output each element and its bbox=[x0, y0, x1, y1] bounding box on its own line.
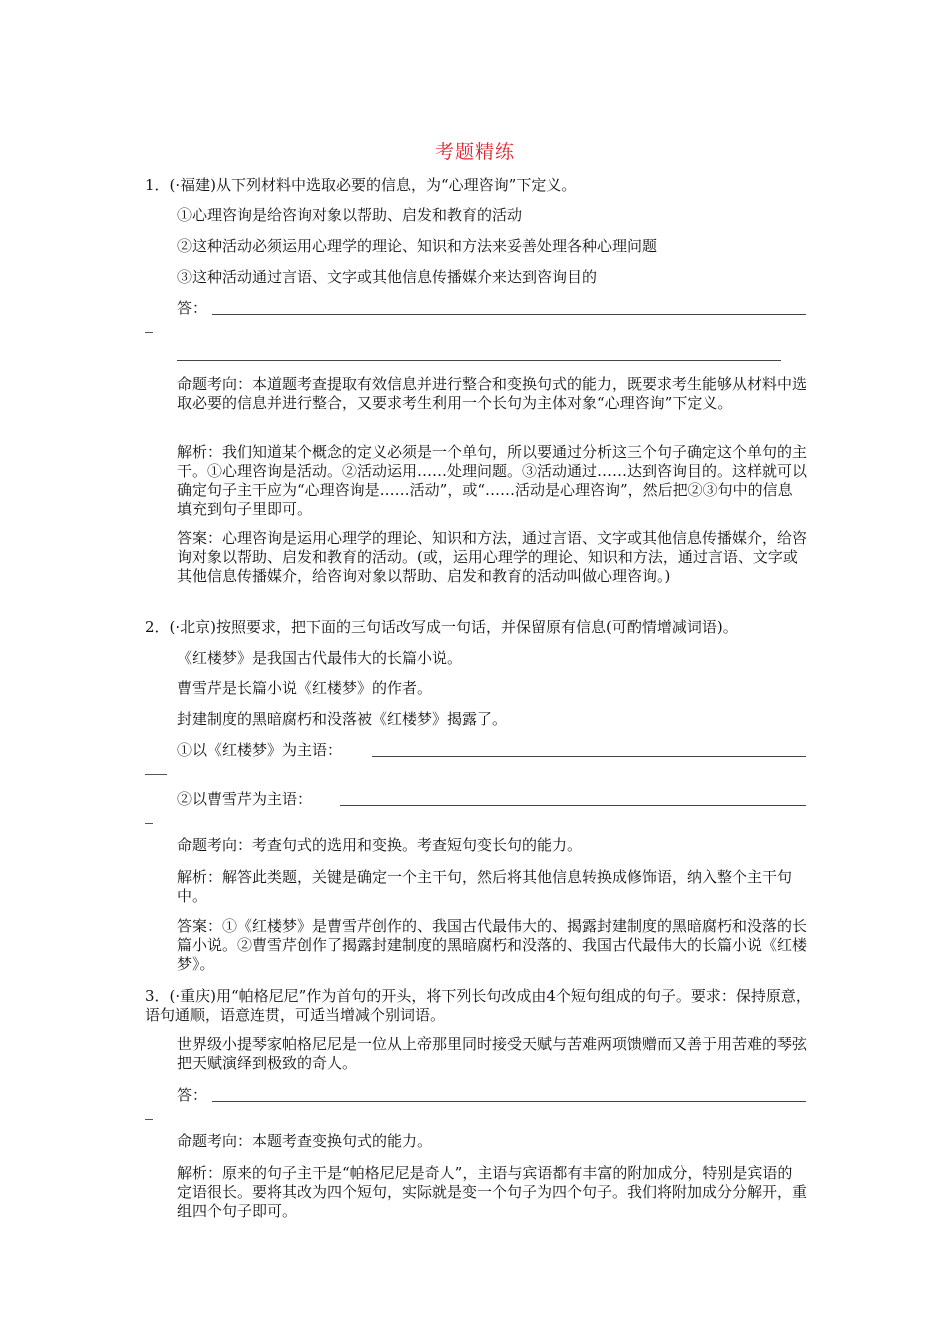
q3-mingti: 命题考向：本题考查变换句式的能力。 bbox=[177, 1132, 433, 1150]
q2-item-1: 《红楼梦》是我国古代最伟大的长篇小说。 bbox=[177, 649, 463, 667]
q1-stem: 1．(·福建)从下列材料中选取必要的信息，为“心理咨询”下定义。 bbox=[145, 176, 577, 194]
q3-answer-label: 答： bbox=[177, 1086, 208, 1104]
q2-jiexi: 解析：解答此类题，关键是确定一个主干句，然后将其他信息转换成修饰语，纳入整个主干句中。 bbox=[177, 868, 793, 905]
q2-item-2: 曹雪芹是长篇小说《红楼梦》的作者。 bbox=[177, 679, 433, 697]
q3-stem: 3．(·重庆)用“帕格尼尼”作为首句的开头，将下列长句改成由4个短句组成的句子。要求：保持原意，语句通顺，语意连贯，可适当增减个别词语。 bbox=[145, 987, 811, 1024]
q2-item-3: 封建制度的黑暗腐朽和没落被《红楼梦》揭露了。 bbox=[177, 710, 508, 728]
q2-line-wrap-dash-1 bbox=[145, 774, 167, 775]
q2-answer-line-2[interactable] bbox=[340, 805, 806, 806]
q1-mingti: 命题考向：本道题考查提取有效信息并进行整合和变换句式的能力，既要求考生能够从材料中选取必要的信息并进行整合，又要求考生利用一个长句为主体对象“心理咨询”下定义。 bbox=[177, 375, 808, 412]
q1-answer-line-2[interactable] bbox=[177, 360, 781, 361]
q1-daan: 答案：心理咨询是运用心理学的理论、知识和方法，通过言语、文字或其他信息传播媒介，给咨询对象以帮助、启发和教育的活动。(或，运用心理学的理论、知识和方法，通过言语、文字或其他信息传播媒介，给咨询对象以帮助、启发和教育的活动叫做心理咨询。) bbox=[177, 529, 808, 585]
q3-jiexi: 解析：原来的句子主干是“帕格尼尼是奇人”，主语与宾语都有丰富的附加成分，特别是宾语的定语很长。要将其改为四个短句，实际就是变一个句子为四个句子。我们将附加成分分解开，重组四个句子即可。 bbox=[177, 1164, 808, 1220]
q1-answer-label: 答： bbox=[177, 299, 208, 317]
q2-mingti: 命题考向：考查句式的选用和变换。考查短句变长句的能力。 bbox=[177, 836, 583, 854]
q1-answer-line[interactable] bbox=[212, 314, 806, 315]
q3-answer-line[interactable] bbox=[212, 1101, 806, 1102]
q3-line-wrap-dash bbox=[145, 1119, 153, 1120]
q1-line-wrap-dash bbox=[145, 332, 153, 333]
q2-answer-line-1[interactable] bbox=[372, 756, 806, 757]
q3-sentence: 世界级小提琴家帕格尼尼是一位从上帝那里同时接受天赋与苦难两项馈赠而又善于用苦难的琴弦把天赋演绎到极致的奇人。 bbox=[177, 1035, 808, 1072]
q2-daan: 答案：①《红楼梦》是曹雪芹创作的、我国古代最伟大的、揭露封建制度的黑暗腐朽和没落的长篇小说。②曹雪芹创作了揭露封建制度的黑暗腐朽和没落的、我国古代最伟大的长篇小说《红楼梦》。 bbox=[177, 917, 808, 973]
q1-jiexi: 解析：我们知道某个概念的定义必须是一个单句，所以要通过分析这三个句子确定这个单句的主干。①心理咨询是活动。②活动运用……处理问题。③活动通过……达到咨询目的。这样就可以确定句子主干应为“心理咨询是……活动”，或“……活动是心理咨询”，然后把②③句中的信息填充到句子里即可。 bbox=[177, 443, 808, 518]
page-title: 考题精练 bbox=[434, 141, 515, 163]
q1-item-1: ①心理咨询是给咨询对象以帮助、启发和教育的活动 bbox=[177, 206, 523, 224]
q2-line-wrap-dash-2 bbox=[145, 823, 153, 824]
q2-prompt-2: ②以曹雪芹为主语： bbox=[177, 790, 313, 808]
q1-item-2: ②这种活动必须运用心理学的理论、知识和方法来妥善处理各种心理问题 bbox=[177, 237, 658, 255]
q2-stem: 2．(·北京)按照要求，把下面的三句话改写成一句话，并保留原有信息(可酌情增减词语)。 bbox=[145, 618, 738, 636]
q2-prompt-1: ①以《红楼梦》为主语： bbox=[177, 741, 343, 759]
q1-item-3: ③这种活动通过言语、文字或其他信息传播媒介来达到咨询目的 bbox=[177, 268, 598, 286]
